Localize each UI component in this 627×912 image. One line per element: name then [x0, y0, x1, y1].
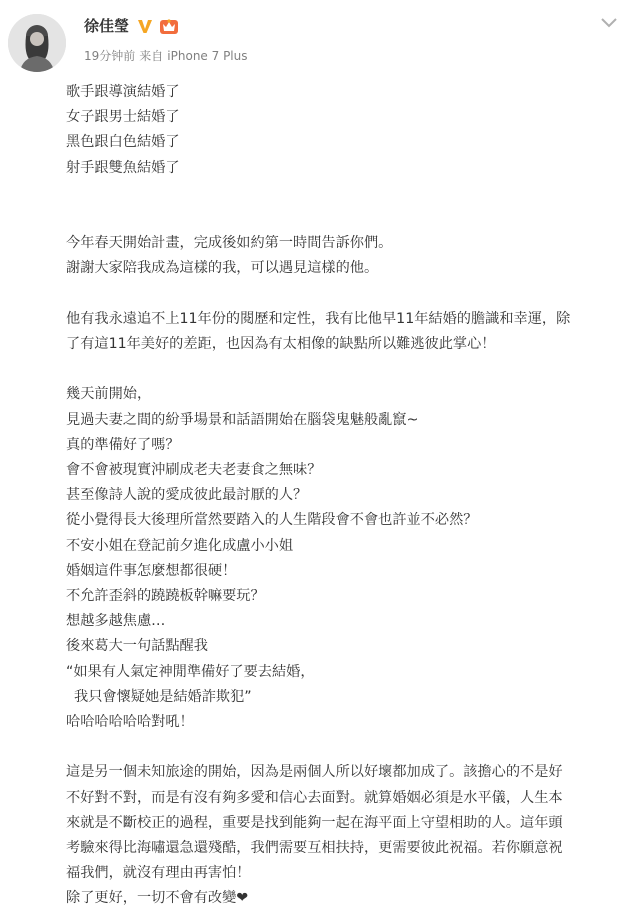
vip-crown-icon[interactable] — [159, 17, 179, 35]
post-line: 見過夫妻之間的紛爭場景和話語開始在腦袋鬼魅般亂竄~ — [66, 411, 419, 428]
post-line: 甚至像詩人說的愛成彼此最討厭的人？ — [66, 487, 308, 504]
post-content — [66, 80, 614, 912]
post-line: 女子跟男士結婚了 — [66, 109, 180, 126]
post-line: 不允許歪斜的蹺蹺板幹嘛要玩？ — [66, 588, 265, 604]
post-line: 從小覺得長大後理所當然要踏入的人生階段會不會也許並不必然？ — [66, 512, 478, 529]
post-line: 歌手跟導演結婚了 — [66, 84, 180, 100]
avatar[interactable] — [8, 14, 66, 72]
post-line: 黑色跟白色結婚了 — [66, 134, 180, 151]
post-line: 他有我永遠追不上11年份的閱歷和定性，我有比他早11年結婚的膽識和幸運，除 — [66, 310, 571, 327]
source-device[interactable]: iPhone 7 Plus — [167, 49, 248, 63]
post-line: 不好對不對，而是有沒有夠多愛和信心去面對。就算婚姻必須是水平儀，人生本 — [66, 789, 563, 806]
post-line: 幾天前開始， — [66, 386, 152, 403]
username[interactable]: 徐佳瑩 — [84, 17, 130, 35]
post-header — [84, 14, 587, 64]
post-line: 福我們，就沒有理由再害怕！ — [66, 865, 251, 882]
post-line: 婚姻這件事怎麼想都很硬！ — [66, 562, 237, 579]
post-line: 考驗來得比海嘯還急還殘酷，我們需要互相扶持，更需要彼此祝福。若你願意祝 — [66, 840, 563, 857]
post-line: 謝謝大家陪我成為這樣的我，可以遇見這樣的他。 — [66, 260, 379, 277]
post-line: “如果有人氣定神閒準備好了要去結婚， — [66, 663, 315, 680]
chevron-down-icon[interactable] — [601, 14, 617, 26]
author-row — [84, 14, 587, 38]
post-line: 不安小姐在登記前夕進化成盧小小姐 — [66, 537, 294, 554]
post-line: 我只會懷疑她是結婚詐欺犯” — [74, 688, 252, 705]
post-line: 射手跟雙魚結婚了 — [66, 159, 180, 176]
verified-badge-icon[interactable] — [137, 18, 153, 34]
post-meta — [84, 48, 587, 64]
post-time[interactable]: 19分钟前 — [84, 49, 136, 63]
post-line: 今年春天開始計畫，完成後如約第一時間告訴你們。 — [66, 235, 393, 252]
post-line: 這是另一個未知旅途的開始，因為是兩個人所以好壞都加成了。該擔心的不是好 — [66, 764, 563, 781]
avatar-image — [8, 14, 66, 72]
post-line: 哈哈哈哈哈哈對吼！ — [66, 714, 194, 731]
post-line: 真的準備好了嗎？ — [66, 436, 180, 453]
post-line: 除了更好，一切不會有改變❤ — [66, 890, 249, 907]
post-line: 後來葛大一句話點醒我 — [66, 638, 208, 655]
post-line: 想越多越焦慮… — [66, 613, 166, 630]
source-prefix: 来自 — [139, 49, 164, 63]
post-line: 來就是不斷校正的過程，重要是找到能夠一起在海平面上守望相助的人。這年頭 — [66, 814, 563, 831]
post-line: 了有這11年美好的差距，也因為有太相像的缺點所以難逃彼此掌心！ — [66, 335, 496, 352]
post-line: 會不會被現實沖刷成老夫老妻食之無味？ — [66, 461, 322, 478]
